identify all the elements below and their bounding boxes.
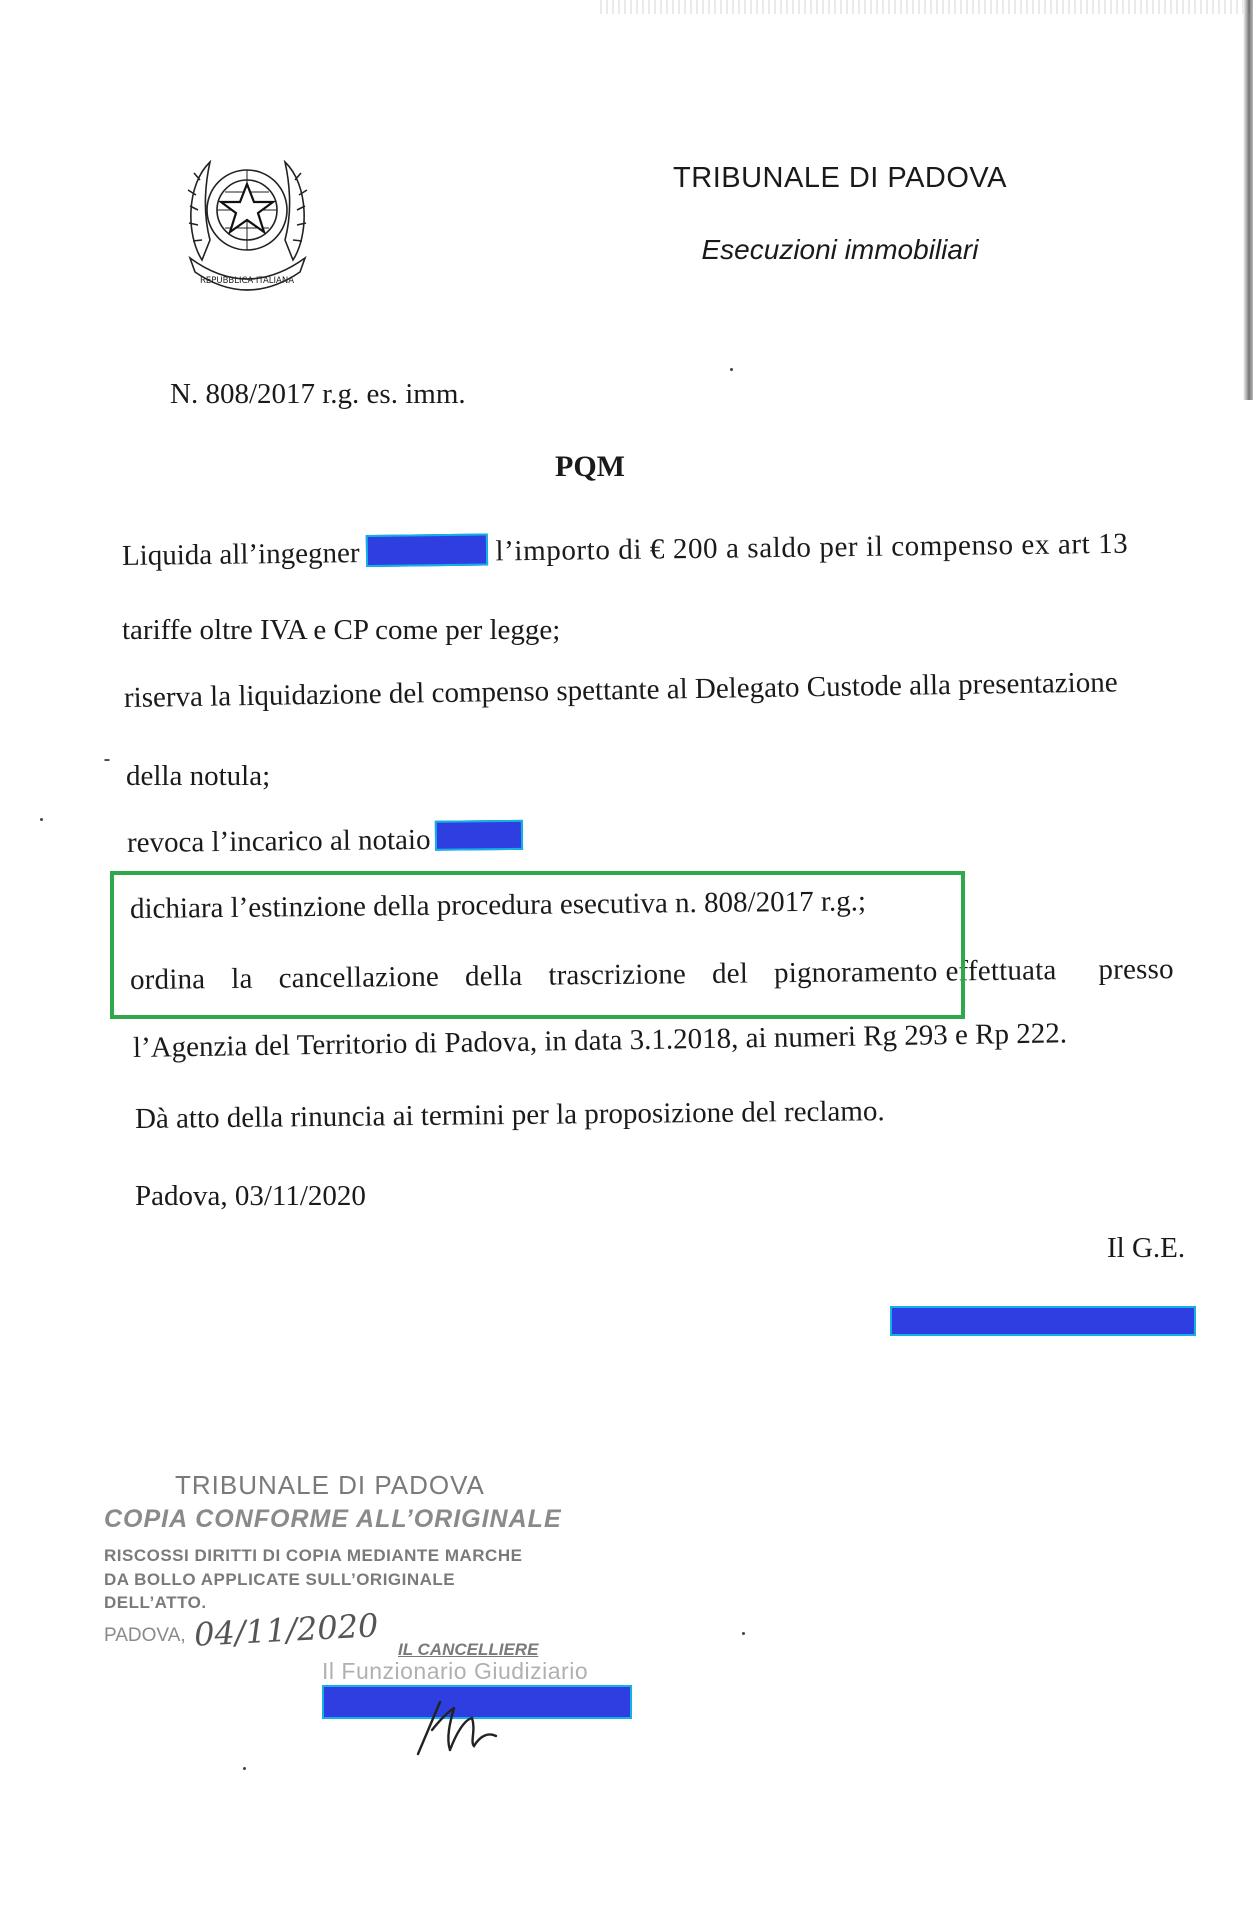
scan-speck — [40, 818, 43, 821]
body-line-2: tariffe oltre IVA e CP come per legge; — [122, 614, 561, 646]
scan-edge-top — [600, 0, 1253, 14]
stamp-fees-line-2: DA BOLLO APPLICATE SULL’ORIGINALE — [104, 1570, 456, 1589]
body-line-8: l’Agenzia del Territorio di Padova, in data 3.1.2018, ai numeri Rg 293 e Rp 222. — [132, 1017, 1068, 1064]
signer-title: Il G.E. — [1107, 1232, 1186, 1264]
body-line-9: Dà atto della rinuncia ai termini per la proposizione del reclamo. — [134, 1095, 885, 1135]
body-line-5-text: revoca l’incarico al notaio — [126, 823, 431, 859]
court-title: TRIBUNALE DI PADOVA — [673, 162, 1007, 194]
line7-tail-word: presso — [1098, 953, 1174, 986]
line7-word: ordina — [129, 963, 206, 996]
body-line-1-start: Liquida all’ingegner — [121, 537, 360, 572]
body-line-5 — [127, 823, 523, 860]
place-date: Padova, 03/11/2020 — [135, 1180, 366, 1212]
line7-tail — [945, 953, 1174, 987]
stamp-clerk-title: IL CANCELLIERE — [398, 1640, 539, 1659]
body-line-3: riserva la liquidazione del compenso spettante al Delegato Custode alla presentazione — [123, 666, 1118, 714]
scan-edge-right — [1243, 0, 1253, 400]
stamp-official-title: Il Funzionario Giudiziario — [322, 1658, 589, 1684]
stamp-fees-line-3: DELL’ATTO. — [104, 1593, 207, 1612]
section-title: PQM — [555, 450, 625, 483]
line7-word: cancellazione — [278, 960, 440, 995]
stamp-court: TRIBUNALE DI PADOVA — [175, 1470, 485, 1500]
body-line-1 — [122, 528, 1129, 575]
line7-word: della — [464, 959, 523, 993]
handwritten-signature-icon — [410, 1690, 530, 1760]
highlight-box — [110, 871, 965, 1019]
stamp-certification: COPIA CONFORME ALL’ORIGINALE — [104, 1505, 562, 1533]
redaction-engineer-name — [365, 534, 487, 567]
stamp-place: PADOVA, — [104, 1625, 186, 1646]
stamp-fees-line-1: RISCOSSI DIRITTI DI COPIA MEDIANTE MARCHE — [104, 1546, 523, 1565]
scan-speck — [243, 1767, 246, 1770]
line7-word: pignoramento — [773, 955, 938, 990]
line7-tail-word: effettuata — [945, 954, 1057, 988]
repubblica-italiana-emblem-icon — [180, 140, 315, 295]
body-line-4: della notula; — [126, 760, 271, 792]
scan-speck — [730, 368, 733, 371]
redaction-judge-signature — [890, 1306, 1196, 1336]
body-line-6: dichiara l’estinzione della procedura esecutiva n. 808/2017 r.g.; — [129, 885, 867, 925]
case-number: N. 808/2017 r.g. es. imm. — [170, 378, 466, 410]
body-line-1-end: l’importo di € 200 a saldo per il compenso ex art 13 — [495, 527, 1129, 568]
scan-speck — [742, 1632, 745, 1635]
court-section-subtitle: Esecuzioni immobiliari — [701, 234, 979, 265]
redaction-notary-name — [434, 820, 522, 851]
line7-word: del — [711, 957, 749, 990]
line7-word: trascrizione — [548, 958, 687, 992]
line7-word: la — [231, 962, 253, 995]
scan-speck — [104, 759, 110, 761]
emblem-ribbon-text: REPUBBLICA ITALIANA — [199, 276, 295, 286]
stamp-handwritten-date: 04/11/2020 — [193, 1606, 380, 1654]
